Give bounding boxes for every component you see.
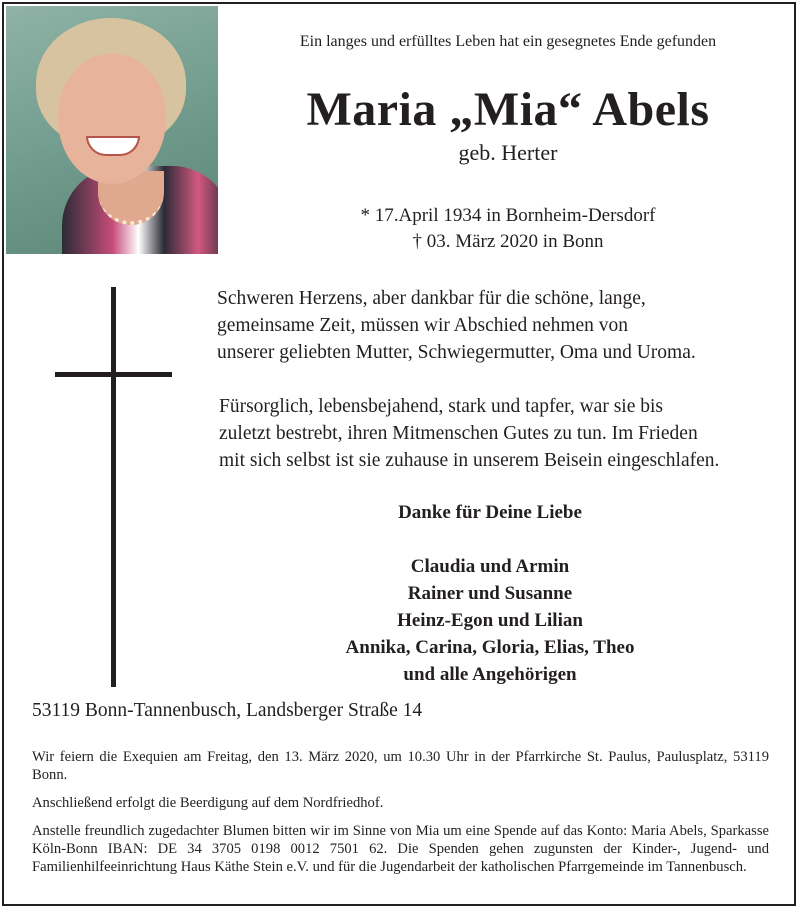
- farewell-line: Schweren Herzens, aber dankbar für die schöne, lange,: [217, 288, 646, 309]
- donation-notice: Anstelle freundlich zugedachter Blumen bitten wir im Sinne von Mia um eine Spende auf das Konto: Maria Abels, Sparkasse Köln-Bonn IBAN: DE 34 3705 0198 0012 7501 62. Die Spenden gehen zugunsten der Kinder-, Jugend- und Familienhilfeeinrichtung Haus Käthe Stein e.V. und für die Jugendarbeit der katholischen Pfarrgemeinde im Tannenbusch.: [32, 823, 769, 875]
- thanks-line: Danke für Deine Liebe: [398, 502, 582, 523]
- burial-notice: Anschließend erfolgt die Beerdigung auf dem Nordfriedhof.: [32, 795, 384, 811]
- death-date: † 03. März 2020 in Bonn: [412, 231, 604, 252]
- signer: und alle Angehörigen: [403, 664, 577, 685]
- tribute-line: Fürsorglich, lebensbejahend, stark und tapfer, war sie bis: [219, 396, 663, 417]
- farewell-paragraph: [217, 285, 696, 366]
- signer: Rainer und Susanne: [407, 583, 573, 604]
- signers-list: [230, 553, 750, 688]
- motto: Ein langes und erfülltes Leben hat ein gesegnetes Ende gefunden: [299, 33, 717, 50]
- portrait-face: [58, 54, 166, 184]
- tribute-line: mit sich selbst ist sie zuhause in unserem Beisein eingeschlafen.: [219, 450, 720, 471]
- farewell-line: gemeinsame Zeit, müssen wir Abschied nehmen von: [217, 315, 629, 336]
- signer: Annika, Carina, Gloria, Elias, Theo: [345, 637, 635, 658]
- farewell-line: unserer geliebten Mutter, Schwiegermutter, Oma und Uroma.: [217, 342, 696, 363]
- cross-icon-bar: [55, 372, 172, 377]
- signer: Heinz-Egon und Lilian: [397, 610, 583, 631]
- service-notice: Wir feiern die Exequien am Freitag, den 13. März 2020, um 10.30 Uhr in der Pfarrkirche St. Paulus, Paulusplatz, 53119 Bonn.: [32, 749, 769, 783]
- mourning-address: 53119 Bonn-Tannenbusch, Landsberger Straße 14: [32, 700, 423, 721]
- birth-date: * 17.April 1934 in Bornheim-Dersdorf: [360, 205, 656, 226]
- portrait-photo: [6, 6, 218, 254]
- signer: Claudia und Armin: [410, 556, 570, 577]
- deceased-name: Maria „Mia“ Abels: [306, 83, 710, 136]
- maiden-name: geb. Herter: [458, 140, 558, 165]
- tribute-paragraph: [219, 393, 719, 474]
- tribute-line: zuletzt bestrebt, ihren Mitmenschen Gutes zu tun. Im Frieden: [219, 423, 698, 444]
- cross-icon: [111, 287, 116, 687]
